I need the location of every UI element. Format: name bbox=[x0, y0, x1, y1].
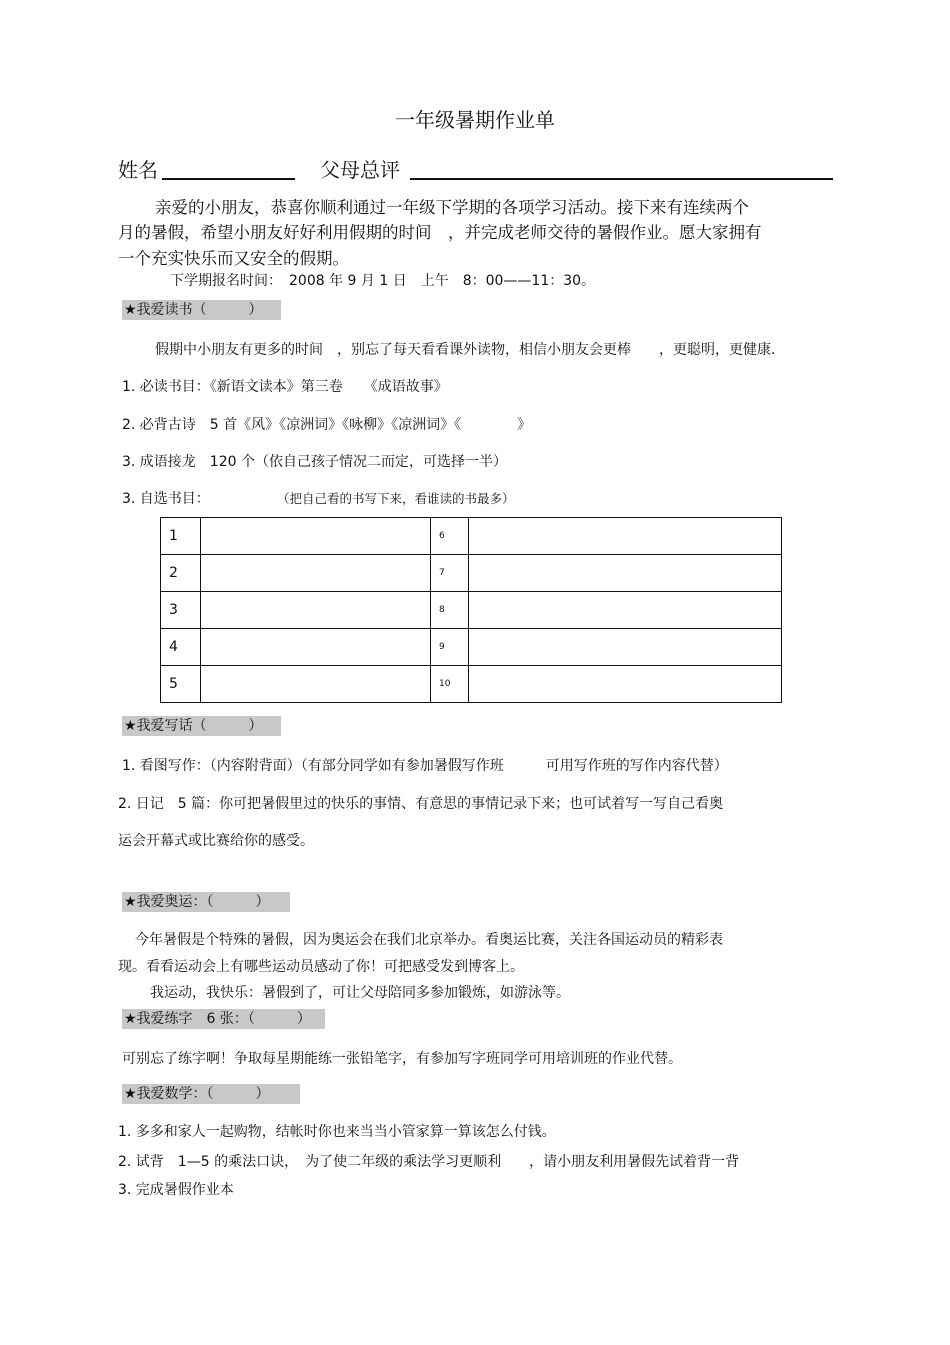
parent-review-blank-line[interactable] bbox=[410, 178, 833, 180]
reading-section-header: ★我爱读书（ ） bbox=[122, 300, 281, 320]
olympics-line-2: 现。看看运动会上有哪些运动员感动了你！可把感受发到博客上。 bbox=[118, 959, 524, 975]
calligraphy-section-header: ★我爱练字 6 张：（ ） bbox=[122, 1009, 325, 1029]
table-row bbox=[161, 592, 782, 629]
book-number: 10 bbox=[431, 666, 469, 703]
book-number: 3 bbox=[161, 592, 201, 629]
book-number: 1 bbox=[161, 518, 201, 555]
book-number: 6 bbox=[431, 518, 469, 555]
page-title: 一年级暑期作业单 bbox=[395, 108, 555, 132]
reading-intro: 假期中小朋友有更多的时间 ，别忘了每天看看课外读物，相信小朋友会更棒 ，更聪明，更健康． bbox=[155, 342, 785, 358]
book-title-cell[interactable] bbox=[201, 666, 431, 703]
book-title-cell[interactable] bbox=[201, 518, 431, 555]
writing-item-1: 1. 看图写作：（内容附背面）（有部分同学如有参加暑假写作班 可用写作班的写作内容代替） bbox=[122, 758, 728, 774]
book-title-cell[interactable] bbox=[469, 629, 782, 666]
math-section-header: ★我爱数学：（ ） bbox=[122, 1084, 300, 1104]
calligraphy-line-1: 可别忘了练字啊！争取每星期能练一张铅笔字，有参加写字班同学可用培训班的作业代替。 bbox=[122, 1051, 682, 1067]
writing-section-header: ★我爱写话（ ） bbox=[122, 716, 281, 736]
reading-item-4-label: 3. 自选书目： bbox=[122, 491, 210, 507]
book-number: 2 bbox=[161, 555, 201, 592]
book-list-table bbox=[160, 517, 782, 703]
table-row bbox=[161, 555, 782, 592]
book-number: 9 bbox=[431, 629, 469, 666]
olympics-section-header: ★我爱奥运：（ ） bbox=[122, 892, 290, 912]
intro-line-1: 亲爱的小朋友，恭喜你顺利通过一年级下学期的各项学习活动。接下来有连续两个 bbox=[155, 198, 749, 217]
book-number: 5 bbox=[161, 666, 201, 703]
table-row bbox=[161, 518, 782, 555]
olympics-line-3: 我运动，我快乐：暑假到了，可让父母陪同多参加锻炼，如游泳等。 bbox=[150, 985, 570, 1001]
intro-line-2: 月的暑假，希望小朋友好好利用假期的时间 ，并完成老师交待的暑假作业。愿大家拥有 bbox=[118, 223, 762, 242]
book-title-cell[interactable] bbox=[201, 555, 431, 592]
registration-time: 下学期报名时间： 2008 年 9 月 1 日 上午 8：00——11：30。 bbox=[170, 273, 596, 289]
math-item-1: 1. 多多和家人一起购物，结帐时你也来当当小管家算一算该怎么付钱。 bbox=[118, 1124, 556, 1140]
book-title-cell[interactable] bbox=[201, 592, 431, 629]
intro-line-3: 一个充实快乐而又安全的假期。 bbox=[118, 249, 349, 268]
olympics-line-1: 今年暑假是个特殊的暑假，因为奥运会在我们北京举办。看奥运比赛，关注各国运动员的精彩表 bbox=[135, 932, 723, 948]
table-row bbox=[161, 666, 782, 703]
writing-item-2-line-2: 运会开幕式或比赛给你的感受。 bbox=[118, 833, 314, 849]
parent-review-label: 父母总评 bbox=[320, 158, 400, 182]
book-title-cell[interactable] bbox=[469, 666, 782, 703]
book-number: 7 bbox=[431, 555, 469, 592]
book-number: 8 bbox=[431, 592, 469, 629]
book-title-cell[interactable] bbox=[469, 555, 782, 592]
reading-item-4-note: （把自己看的书写下来，看谁读的书最多） bbox=[277, 491, 515, 506]
book-title-cell[interactable] bbox=[201, 629, 431, 666]
book-number: 4 bbox=[161, 629, 201, 666]
book-title-cell[interactable] bbox=[469, 518, 782, 555]
writing-item-2-line-1: 2. 日记 5 篇：你可把暑假里过的快乐的事情、有意思的事情记录下来；也可试着写一写自己看奥 bbox=[118, 796, 724, 812]
table-row bbox=[161, 629, 782, 666]
name-label: 姓名 bbox=[118, 158, 158, 182]
math-item-3: 3. 完成暑假作业本 bbox=[118, 1182, 234, 1198]
book-title-cell[interactable] bbox=[469, 592, 782, 629]
reading-item-2: 2. 必背古诗 5 首《风》《凉洲词》《咏柳》《凉洲词》《 》 bbox=[122, 417, 532, 433]
reading-item-1: 1. 必读书目：《新语文读本》第三卷 《成语故事》 bbox=[122, 379, 448, 395]
reading-item-3: 3. 成语接龙 120 个（依自己孩子情况二而定，可选择一半） bbox=[122, 454, 507, 470]
math-item-2: 2. 试背 1—5 的乘法口诀， 为了使二年级的乘法学习更顺利 ，请小朋友利用暑假先试着背一背 bbox=[118, 1154, 740, 1170]
name-blank-line[interactable] bbox=[162, 178, 295, 180]
